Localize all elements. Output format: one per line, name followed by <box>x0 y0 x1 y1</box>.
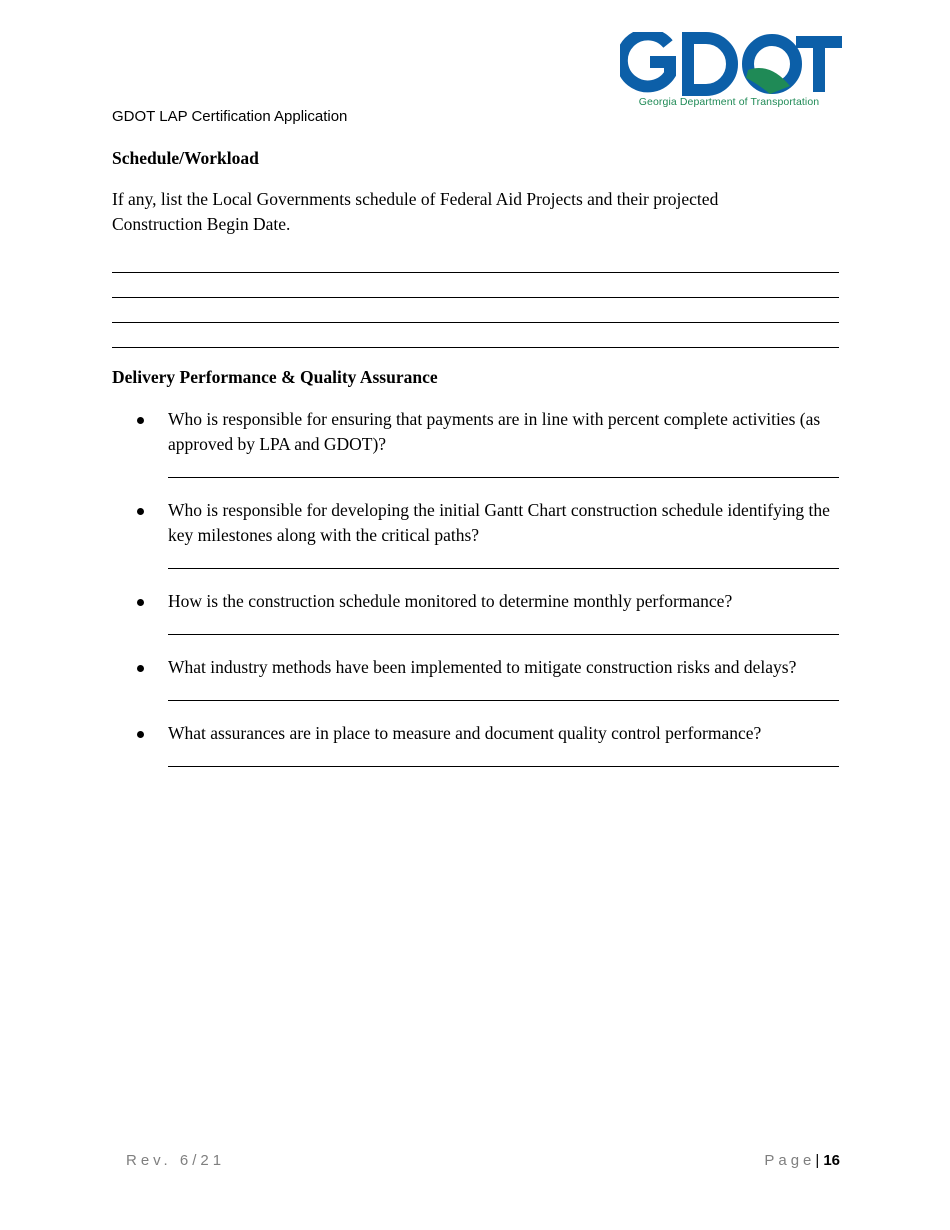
question-answer-line[interactable] <box>168 700 839 701</box>
page-separator: | <box>815 1152 820 1169</box>
gdot-logo <box>620 32 842 112</box>
gdot-logo-mark <box>620 32 842 96</box>
question-answer-line[interactable] <box>168 766 839 767</box>
question-text: Who is responsible for ensuring that payments are in line with percent complete activities (as approved by LPA and GDOT)? <box>168 409 821 454</box>
page-indicator <box>764 1152 840 1169</box>
question-text: Who is responsible for developing the initial Gantt Chart construction schedule identifying the key milestones along with the critical paths? <box>168 500 830 545</box>
revision-label: Rev. 6/21 <box>126 1152 226 1169</box>
bullet-icon <box>137 599 144 606</box>
question-text: What assurances are in place to measure and document quality control performance? <box>168 723 762 743</box>
schedule-answer-line[interactable] <box>112 297 839 298</box>
question-answer-line[interactable] <box>168 634 839 635</box>
bullet-icon <box>137 665 144 672</box>
schedule-answer-line[interactable] <box>112 347 839 348</box>
bullet-icon <box>137 508 144 515</box>
schedule-instructions: If any, list the Local Governments schedule of Federal Aid Projects and their projected Construction Begin Date. <box>112 189 719 234</box>
logo-caption: Georgia Department of Transportation <box>638 96 820 108</box>
bullet-icon <box>137 731 144 738</box>
schedule-answer-line[interactable] <box>112 272 839 273</box>
delivery-heading: Delivery Performance & Quality Assurance <box>112 367 438 387</box>
page-word: Page <box>764 1152 816 1169</box>
schedule-heading: Schedule/Workload <box>112 148 259 168</box>
question-answer-line[interactable] <box>168 568 839 569</box>
question-answer-line[interactable] <box>168 477 839 478</box>
schedule-answer-line[interactable] <box>112 322 839 323</box>
document-title: GDOT LAP Certification Application <box>112 108 348 125</box>
page-number: 16 <box>823 1152 840 1169</box>
bullet-icon <box>137 417 144 424</box>
question-text: How is the construction schedule monitored to determine monthly performance? <box>168 591 733 611</box>
question-text: What industry methods have been implemented to mitigate construction risks and delays? <box>168 657 797 677</box>
